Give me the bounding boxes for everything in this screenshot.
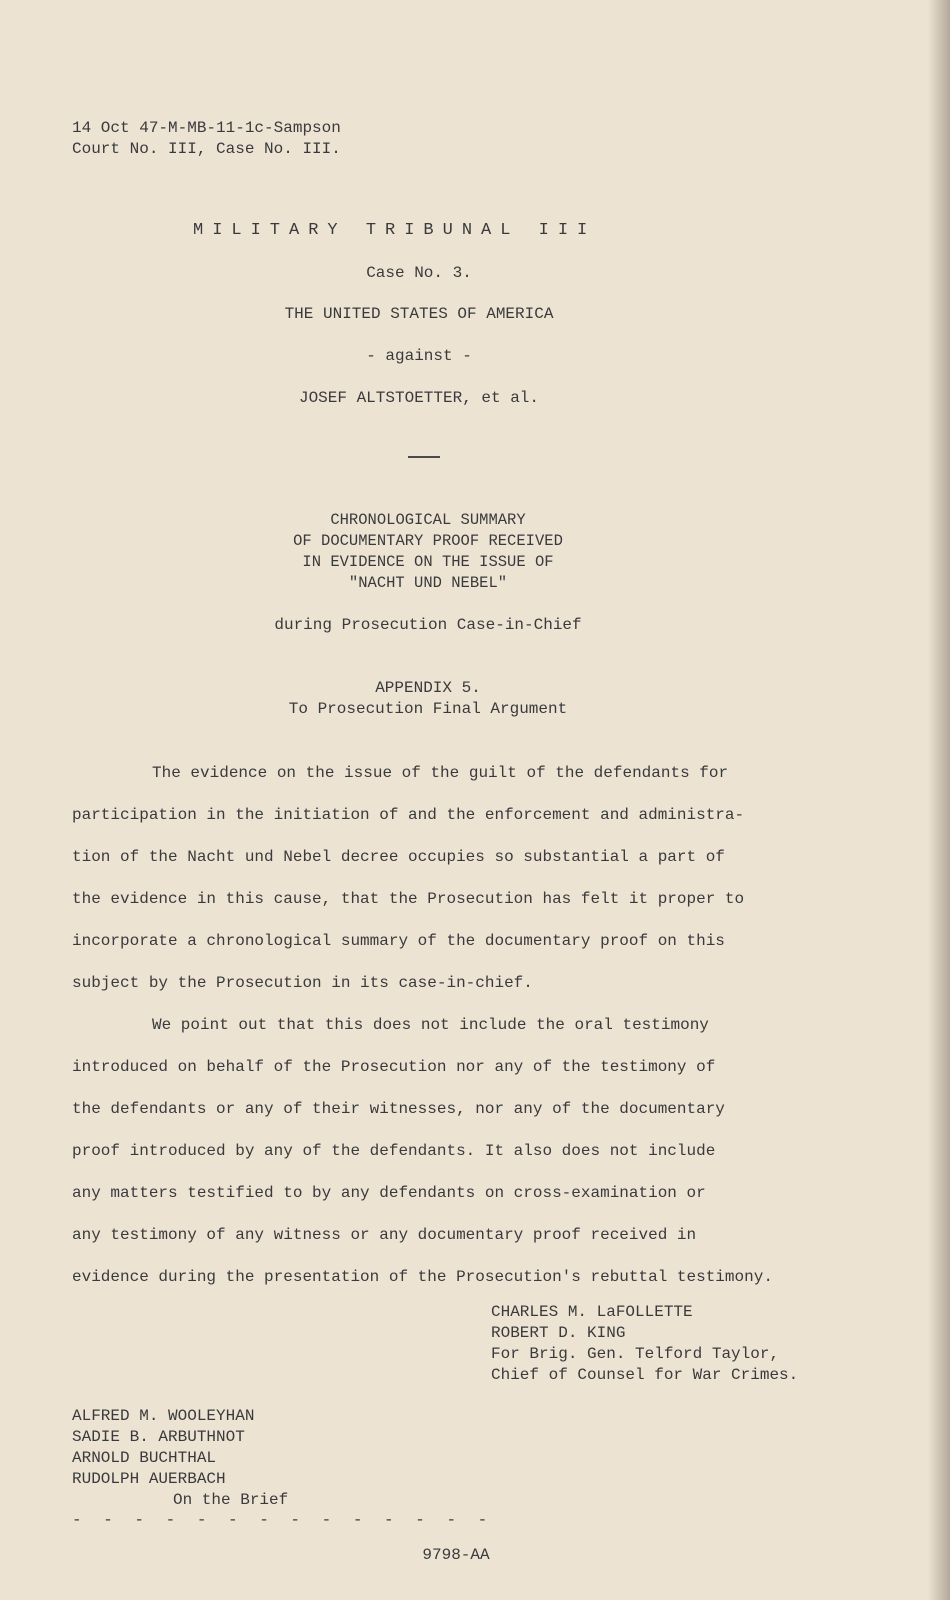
paragraph-line: the defendants or any of their witnesses, nor any of the documentary: [72, 1100, 725, 1118]
signatory-for-line: For Brig. Gen. Telford Taylor,: [491, 1345, 780, 1363]
case-number: Case No. 3.: [366, 264, 472, 282]
tribunal-title: MILITARY TRIBUNAL III: [193, 221, 597, 240]
paragraph-line: introduced on behalf of the Prosecution nor any of the testimony of: [72, 1058, 716, 1076]
document-number: 9798-AA: [422, 1546, 490, 1564]
appendix-label: APPENDIX 5.: [375, 679, 481, 697]
summary-line: OF DOCUMENTARY PROOF RECEIVED: [293, 532, 563, 550]
paragraph-line: participation in the initiation of and the enforcement and administra-: [72, 806, 745, 824]
appendix-subtitle: To Prosecution Final Argument: [288, 700, 568, 718]
plaintiff-name: THE UNITED STATES OF AMERICA: [284, 305, 554, 323]
summary-line: "NACHT UND NEBEL": [348, 574, 508, 592]
brief-note: On the Brief: [173, 1491, 289, 1509]
during-line: during Prosecution Case-in-Chief: [274, 616, 582, 634]
court-line: Court No. III, Case No. III.: [72, 140, 341, 158]
signature-block: [491, 1302, 798, 1386]
paragraph-line: the evidence in this cause, that the Prosecution has felt it proper to: [72, 890, 745, 908]
signatory-name: CHARLES M. LaFOLLETTE: [491, 1303, 693, 1321]
paragraph-line: evidence during the presentation of the Prosecution's rebuttal testimony.: [72, 1268, 773, 1286]
summary-title: [0, 510, 856, 594]
dash-separator: - - - - - - - - - - - - - -: [72, 1511, 494, 1529]
paragraph-line: any testimony of any witness or any documentary proof received in: [72, 1226, 697, 1244]
paragraph-1: [72, 752, 832, 1004]
paragraph-line: subject by the Prosecution in its case-in-chief.: [72, 974, 533, 992]
paragraph-line: incorporate a chronological summary of the documentary proof on this: [72, 932, 725, 950]
paragraph-2: [72, 1004, 832, 1298]
paragraph-line: any matters testified to by any defendants on cross-examination or: [72, 1184, 706, 1202]
paragraph-line: tion of the Nacht und Nebel decree occupies so substantial a part of: [72, 848, 725, 866]
paragraph-line: proof introduced by any of the defendants. It also does not include: [72, 1142, 716, 1160]
signatory-name: ROBERT D. KING: [491, 1324, 626, 1342]
summary-line: IN EVIDENCE ON THE ISSUE OF: [302, 553, 554, 571]
page-edge-shadow: [928, 0, 950, 1600]
brief-authors: [72, 1406, 288, 1511]
against-line: - against -: [366, 347, 472, 365]
section-divider: [408, 456, 440, 458]
defendant-name: JOSEF ALTSTOETTER, et al.: [298, 389, 540, 407]
brief-author: ALFRED M. WOOLEYHAN: [72, 1407, 255, 1425]
brief-author: RUDOLPH AUERBACH: [72, 1470, 226, 1488]
brief-author: ARNOLD BUCHTHAL: [72, 1449, 217, 1467]
summary-line: CHRONOLOGICAL SUMMARY: [330, 511, 526, 529]
signatory-title: Chief of Counsel for War Crimes.: [491, 1366, 799, 1384]
brief-author: SADIE B. ARBUTHNOT: [72, 1428, 245, 1446]
paragraph-line: We point out that this does not include the oral testimony: [152, 1016, 709, 1034]
reference-line: 14 Oct 47-M-MB-11-1c-Sampson: [72, 119, 341, 137]
paragraph-line: The evidence on the issue of the guilt of the defendants for: [152, 764, 729, 782]
